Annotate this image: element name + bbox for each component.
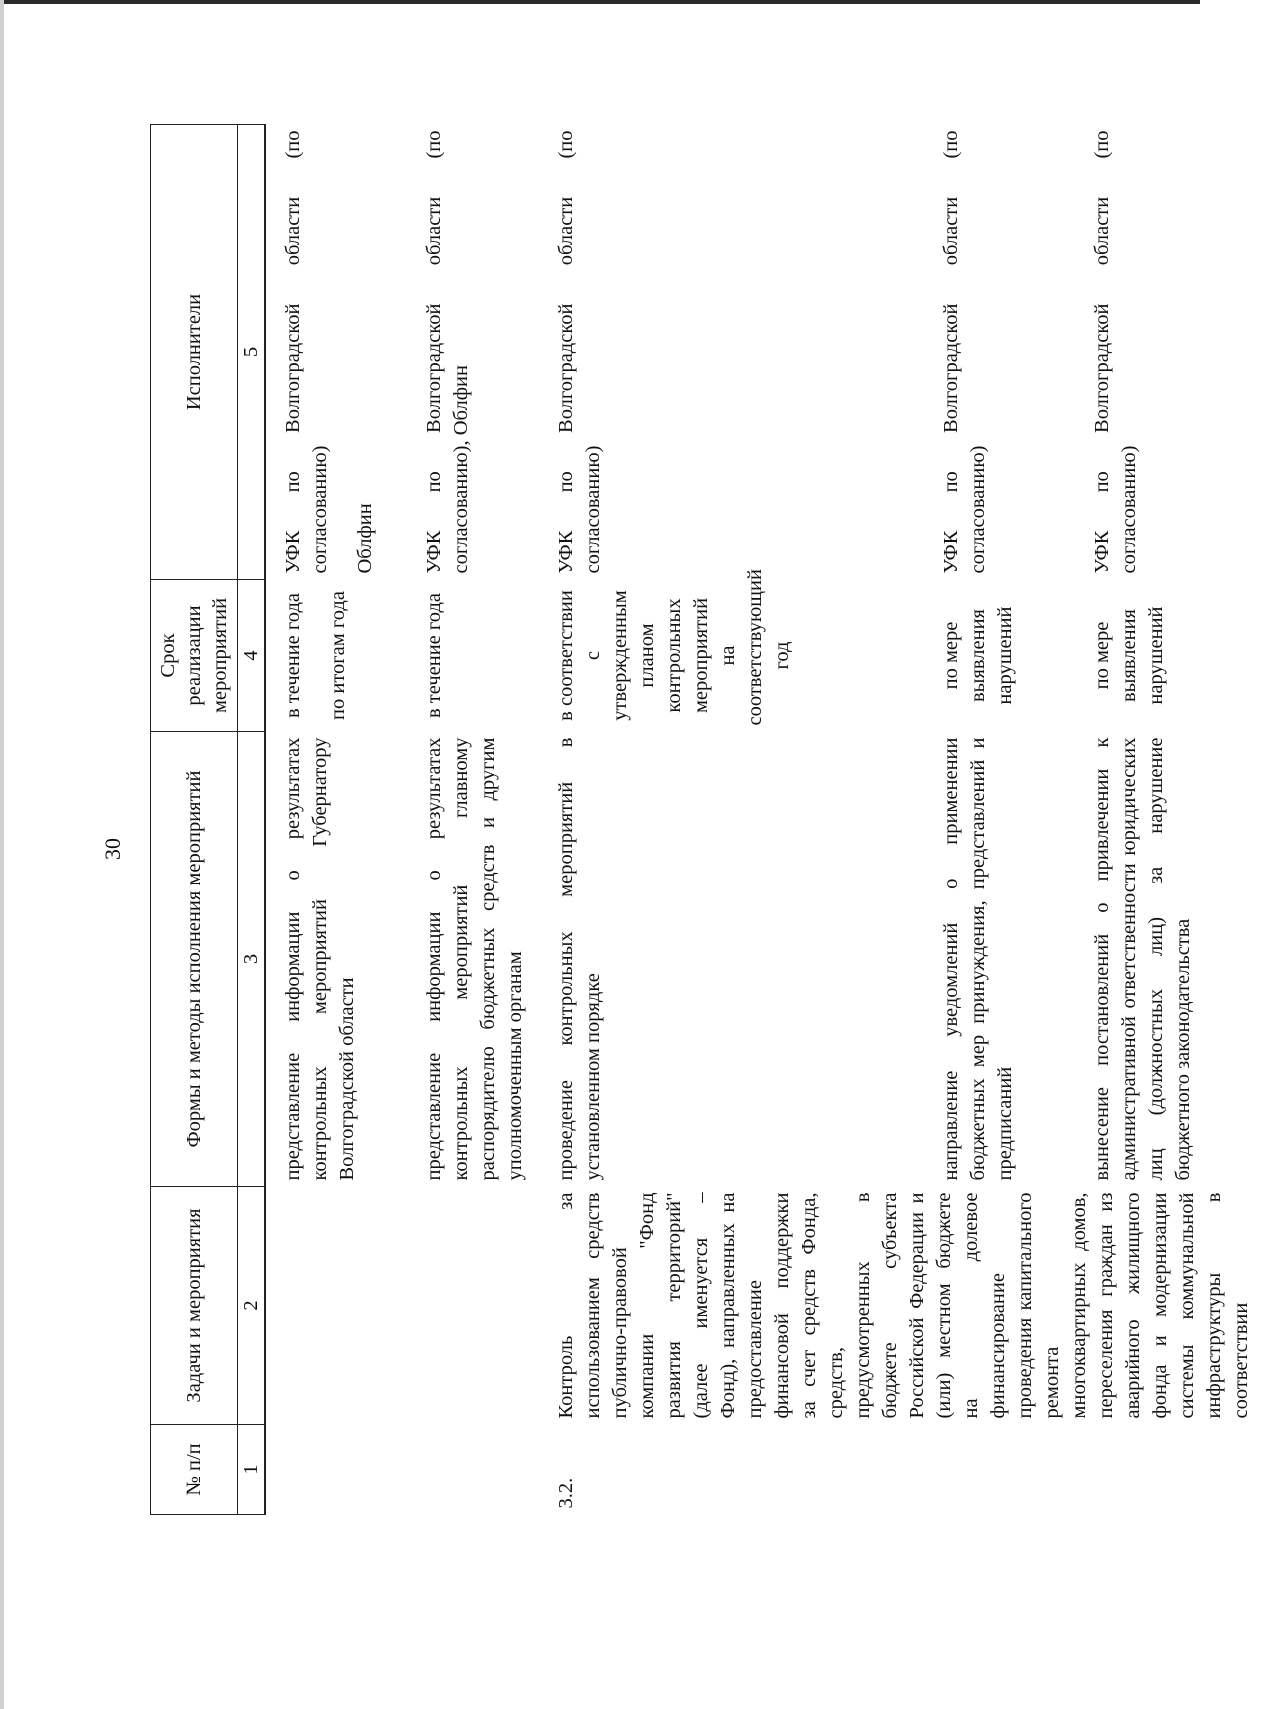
rotated-table-wrapper	[150, 125, 1252, 1515]
executor-line: УФК по Волгоградской области (по согласованию)	[555, 130, 604, 574]
column-number: 5	[238, 125, 266, 580]
cell-task: Контроль за использованием средств публично-правовой компании "Фонд развития территорий" (далее именуется – Фонд), направленных на предоставление финансовой поддержки за счет средств Фонда, средств, предусмотренных в бюджете субъекта Российской Федерации и (или) местном бюджете на долевое финансирование проведения капитального ремонта многоквартирных домов, переселения граждан из аварийного жилищного фонда и модернизации системы коммунальной инфраструктуры в соответствии	[555, 1192, 1252, 1419]
cell-number: 3.2.	[555, 1477, 577, 1509]
cell-number	[924, 1425, 1075, 1515]
executor-line: Облфин	[354, 503, 376, 574]
cell-form: вынесение постановлений о привлечении к административной ответственности юридических лиц (должностных лиц) за нарушение бюджетного законодательства	[1090, 737, 1194, 1181]
table-row	[407, 125, 539, 1515]
page-number: 30	[100, 838, 125, 860]
header-number: № п/п	[151, 1425, 238, 1515]
executor-line: УФК по Волгоградской области (по согласованию)	[1090, 130, 1140, 574]
table-header-row	[151, 125, 238, 1515]
column-number: 4	[238, 580, 266, 732]
term-line: в течение года	[423, 593, 445, 719]
term-line: по мере выявления нарушений	[939, 606, 1016, 705]
term-line: в течение года	[282, 593, 304, 719]
cell-number	[1075, 1425, 1265, 1515]
cell-task	[407, 1187, 539, 1425]
table-row	[539, 125, 924, 1515]
column-number: 3	[238, 732, 266, 1187]
scan-edge-left	[0, 0, 4, 1709]
cell-term	[265, 580, 407, 732]
cell-term	[924, 580, 1075, 732]
cell-number	[407, 1425, 539, 1515]
header-executors: Исполнители	[151, 125, 238, 580]
header-tasks: Задачи и мероприятия	[151, 1187, 238, 1425]
measures-table	[150, 124, 1265, 1515]
cell-form: направление уведомлений о применении бюджетных мер принуждения, представлений и предписаний	[939, 737, 1016, 1181]
header-forms: Формы и методы исполнения мероприятий	[151, 732, 238, 1187]
cell-term	[1075, 580, 1265, 732]
cell-executors	[924, 125, 1075, 580]
column-number: 1	[238, 1425, 266, 1515]
executor-line: УФК по Волгоградской области (по согласованию)	[939, 130, 989, 574]
cell-executors	[1075, 125, 1265, 580]
cell-form: проведение контрольных мероприятий в установленном порядке	[555, 737, 604, 1181]
term-line: в соответствии с утвержденным планом контрольных мероприятий на соответствующий год	[555, 569, 793, 726]
term-line: по итогам года	[327, 591, 349, 720]
executor-line: УФК по Волгоградской области (по согласованию), Облфин	[423, 130, 472, 574]
table-row	[265, 125, 407, 1515]
cell-form: представление информации о результатах контрольных мероприятий Губернатору Волгоградской области	[282, 737, 358, 1181]
executor-line: УФК по Волгоградской области (по согласованию)	[282, 130, 331, 574]
cell-executors	[265, 125, 407, 580]
cell-term	[539, 569, 924, 732]
cell-form: представление информации о результатах контрольных мероприятий главному распорядителю бюджетных средств и другим уполномоченным органам	[423, 737, 526, 1181]
scan-edge-top	[0, 0, 1200, 4]
column-number-row	[238, 125, 266, 1515]
cell-executors	[539, 125, 924, 580]
term-line: по мере выявления нарушений	[1090, 606, 1167, 705]
header-term: Срок реализации мероприятий	[151, 580, 238, 732]
cell-task	[265, 1187, 407, 1425]
cell-executors	[407, 125, 539, 580]
cell-term	[407, 580, 539, 732]
column-number: 2	[238, 1187, 266, 1425]
cell-number	[265, 1425, 407, 1515]
